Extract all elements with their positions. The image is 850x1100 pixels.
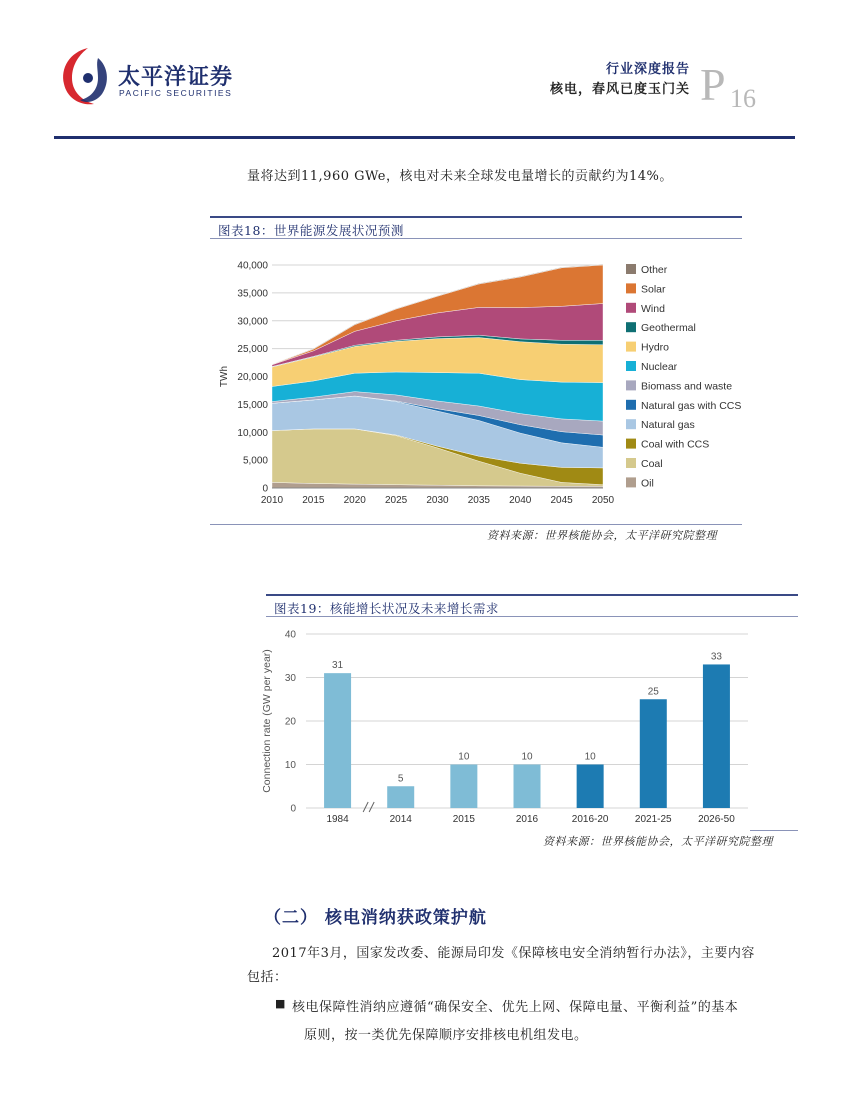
y-tick-label: 25,000	[237, 344, 268, 356]
x-tick-label: 2016-20	[571, 814, 609, 825]
figure18-bottom-rule	[210, 524, 742, 525]
y-axis-label: TWh	[219, 365, 230, 388]
bar-2026-50	[703, 664, 730, 808]
legend-swatch	[626, 303, 636, 313]
energy-area-chart	[210, 248, 750, 510]
x-tick-label: 2010	[260, 495, 284, 506]
y-tick-label: 30	[284, 673, 296, 684]
x-tick-label: 2050	[591, 495, 615, 506]
figure18-title: 图表18：世界能源发展状况预测	[218, 223, 404, 238]
company-logo	[58, 44, 114, 110]
legend-label: Biomass and waste	[641, 380, 733, 393]
x-tick-label: 2015	[452, 814, 475, 825]
header-divider	[54, 136, 795, 139]
x-tick-label: 2030	[426, 495, 449, 506]
legend-swatch	[626, 322, 636, 332]
legend-swatch	[626, 458, 636, 468]
y-tick-label: 35,000	[237, 288, 268, 300]
legend-label: Oil	[641, 477, 654, 490]
brand-name-cn: 太平洋证券	[118, 65, 234, 90]
legend-label: Other	[641, 264, 668, 276]
y-tick-label: 20	[284, 716, 296, 728]
x-tick-label: 2016	[515, 814, 539, 825]
report-subtitle: 核电，春风已度玉门关	[549, 82, 690, 97]
y-tick-label: 40,000	[237, 260, 268, 272]
page-number: 16	[730, 84, 756, 113]
section-paragraph-line2: 包括：	[247, 970, 288, 985]
legend-label: Nuclear	[641, 361, 678, 373]
bar-2014	[387, 786, 414, 808]
bullet-item-line1: 核电保障性消纳应遵循“确保安全、优先上网、保障电量、平衡利益”的基本	[292, 1000, 739, 1015]
y-tick-label: 20,000	[237, 372, 268, 383]
x-tick-label: 2025	[385, 495, 408, 506]
legend-swatch	[626, 477, 636, 487]
y-tick-label: 30,000	[237, 316, 268, 328]
legend-label: Natural gas with CCS	[641, 399, 742, 412]
legend-label: Coal with CCS	[641, 438, 710, 451]
legend-label: Hydro	[641, 341, 670, 354]
page-letter: P	[700, 59, 726, 110]
x-tick-label: 2014	[389, 814, 412, 825]
bar-value-label: 33	[710, 651, 722, 663]
bar-2021-25	[640, 699, 667, 808]
figure19-title-rule	[266, 616, 798, 617]
intro-paragraph: 量将达到11,960 GWe，核电对未来全球发电量增长的贡献约为14%。	[247, 169, 673, 184]
figure18-source: 资料来源：世界核能协会，太平洋研究院整理	[487, 529, 717, 542]
x-tick-label: 2015	[302, 495, 325, 506]
figure19-title: 图表19：核能增长状况及未来增长需求	[274, 601, 499, 616]
legend-swatch	[626, 342, 636, 352]
bar-value-label: 31	[332, 660, 344, 672]
bar-value-label: 10	[584, 751, 596, 763]
figure18-title-rule	[210, 238, 742, 239]
x-tick-label: 2021-25	[634, 814, 672, 825]
bar-2016-20	[577, 765, 604, 809]
y-tick-label: 0	[290, 803, 296, 815]
bar-2015	[450, 765, 477, 809]
y-tick-label: 40	[284, 629, 296, 641]
legend-swatch	[626, 419, 636, 429]
x-tick-label: 2040	[509, 495, 532, 506]
y-tick-label: 10,000	[237, 427, 268, 439]
x-tick-label: 2045	[550, 495, 573, 506]
report-type: 行业深度报告	[605, 62, 690, 77]
x-tick-label: 2026-50	[698, 814, 735, 825]
legend-label: Wind	[641, 302, 665, 315]
bar-value-label: 25	[647, 686, 659, 698]
axis-break-marker	[363, 802, 374, 812]
bar-value-label: 10	[458, 751, 470, 763]
brand-name-en: PACIFIC SECURITIES	[119, 88, 233, 98]
legend-swatch	[626, 361, 636, 371]
bar-value-label: 5	[397, 773, 404, 785]
y-tick-label: 10	[284, 760, 296, 771]
y-tick-label: 5,000	[242, 455, 268, 467]
bullet-square-icon: ■	[275, 997, 286, 1010]
legend-swatch	[626, 283, 636, 293]
bar-1984	[324, 673, 351, 808]
bar-2016	[514, 765, 541, 809]
legend-swatch	[626, 380, 636, 390]
nuclear-bar-chart	[256, 624, 756, 828]
x-tick-label: 2035	[467, 495, 490, 506]
y-tick-label: 15,000	[237, 399, 268, 411]
figure18-top-rule	[210, 216, 742, 218]
x-tick-label: 2020	[343, 495, 366, 506]
y-tick-label: 0	[262, 483, 268, 495]
legend-label: Natural gas	[641, 419, 695, 432]
section-paragraph-line1: 2017年3月，国家发改委、能源局印发《保障核电安全消纳暂行办法》，主要内容	[272, 946, 755, 961]
legend-swatch	[626, 400, 636, 410]
legend-label: Solar	[641, 283, 666, 296]
legend-swatch	[626, 439, 636, 449]
x-tick-label: 1984	[326, 814, 349, 825]
legend-swatch	[626, 264, 636, 274]
section-title: （二） 核电消纳获政策护航	[264, 908, 487, 928]
bar-value-label: 10	[521, 751, 533, 763]
legend-label: Geothermal	[641, 322, 696, 335]
figure19-top-rule	[266, 594, 798, 596]
y-axis-label: Connection rate (GW per year)	[261, 649, 273, 793]
figure19-source: 资料来源：世界核能协会，太平洋研究院整理	[543, 835, 773, 848]
bullet-item-line2: 原则，按一类优先保障顺序安排核电机组发电。	[304, 1028, 588, 1043]
legend-label: Coal	[641, 458, 663, 470]
figure19-bottom-rule	[750, 830, 798, 831]
